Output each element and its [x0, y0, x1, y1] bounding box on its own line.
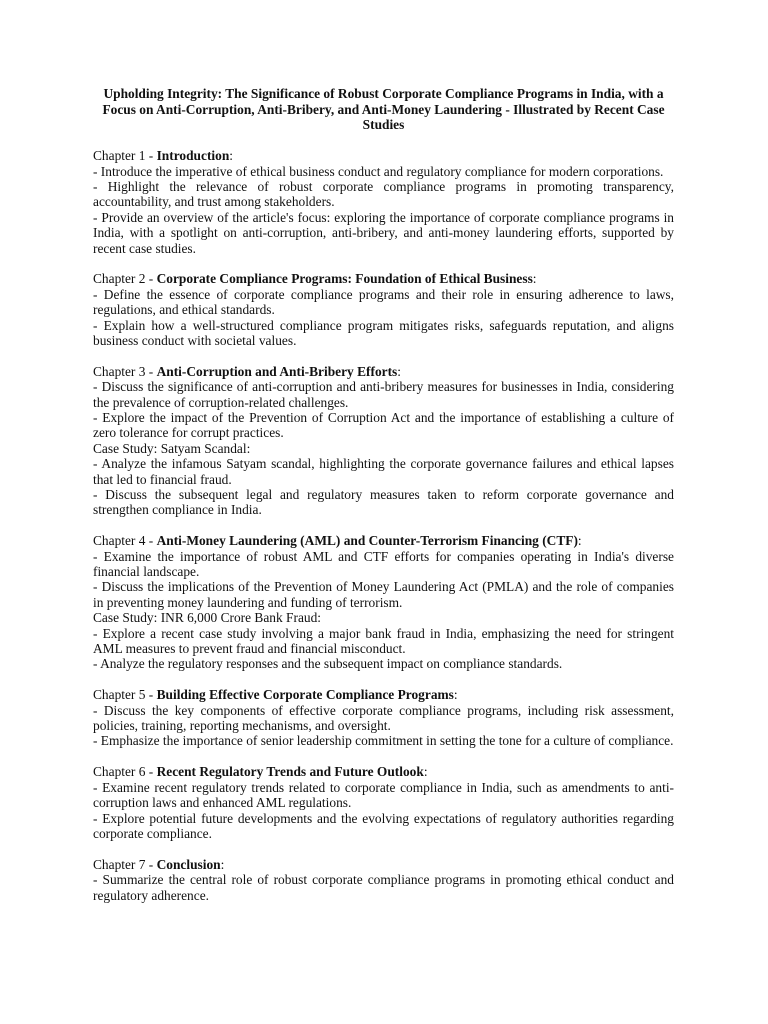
chapter-suffix: : — [423, 764, 428, 780]
chapter-prefix: Chapter 1 - — [93, 148, 157, 164]
chapter-7 — [93, 857, 674, 903]
bullet-item: - Analyze the infamous Satyam scandal, highlighting the corporate governance failures and ethical lapses that led to financial fraud. — [93, 456, 674, 487]
chapter-suffix: : — [532, 271, 537, 287]
chapter-name: Recent Regulatory Trends and Future Outlook — [156, 764, 424, 780]
bullet-item: - Explore potential future developments and the evolving expectations of regulatory authorities regarding corporate compliance. — [93, 810, 674, 841]
bullet-item: - Discuss the subsequent legal and regulatory measures taken to reform corporate governance and strengthen compliance in India. — [93, 487, 674, 518]
chapter-6 — [93, 764, 674, 841]
chapter-heading — [93, 687, 674, 702]
bullet-item: - Discuss the implications of the Prevention of Money Laundering Act (PMLA) and the role of companies in preventing money laundering and funding of terrorism. — [93, 579, 674, 610]
chapter-name: Corporate Compliance Programs: Foundation of Ethical Business — [156, 271, 533, 287]
chapter-suffix: : — [397, 363, 401, 379]
chapter-heading — [93, 857, 674, 872]
chapter-1 — [93, 148, 674, 256]
bullet-item: - Emphasize the importance of senior leadership commitment in setting the tone for a culture of compliance. — [93, 733, 674, 749]
chapter-heading — [93, 271, 674, 286]
bullet-item: - Discuss the significance of anti-corruption and anti-bribery measures for businesses in India, considering the prevalence of corruption-related challenges. — [93, 379, 674, 410]
chapter-3 — [93, 364, 674, 518]
chapter-name: Building Effective Corporate Compliance Programs — [156, 687, 454, 703]
bullet-item: - Explore a recent case study involving a major bank fraud in India, emphasizing the need for stringent AML measures to prevent fraud and financial misconduct. — [93, 625, 674, 657]
bullet-item: - Highlight the relevance of robust corporate compliance programs in promoting transparency, accountability, and trust among stakeholders. — [93, 178, 674, 210]
bullet-item: - Analyze the regulatory responses and the subsequent impact on compliance standards. — [93, 656, 563, 672]
chapter-name: Conclusion — [156, 856, 221, 872]
chapter-heading — [93, 364, 674, 379]
chapter-heading — [93, 533, 674, 548]
chapter-suffix: : — [229, 148, 234, 164]
case-study-label: Case Study: Satyam Scandal: — [93, 440, 251, 456]
chapter-prefix: Chapter 2 - — [93, 271, 157, 287]
chapter-2 — [93, 271, 674, 348]
chapter-suffix: : — [453, 687, 458, 703]
chapter-name: Anti-Money Laundering (AML) and Counter-Terrorism Financing (CTF) — [156, 533, 578, 549]
bullet-item: - Define the essence of corporate compliance programs and their role in ensuring adherence to laws, regulations, and ethical standards. — [93, 286, 674, 318]
bullet-item: - Examine the importance of robust AML and CTF efforts for companies operating in India's diverse financial landscape. — [93, 548, 674, 580]
case-study-label: Case Study: INR 6,000 Crore Bank Fraud: — [93, 610, 321, 626]
document-title: Upholding Integrity: The Significance of Robust Corporate Compliance Programs in India, with a Focus on Anti-Corruption, Anti-Bribery, and Anti-Money Laundering - Illustrated by Recent Case Studies — [102, 86, 665, 133]
chapter-heading — [93, 764, 674, 779]
chapter-heading — [93, 148, 674, 163]
document-page — [93, 86, 674, 918]
bullet-item: - Examine recent regulatory trends related to corporate compliance in India, such as amendments to anti-corruption laws and enhanced AML regulations. — [93, 779, 674, 811]
chapter-5 — [93, 687, 674, 749]
chapter-prefix: Chapter 4 - — [93, 533, 157, 549]
chapter-name: Introduction — [156, 148, 230, 164]
chapter-4 — [93, 533, 674, 672]
bullet-item: - Explain how a well-structured compliance program mitigates risks, safeguards reputation, and aligns business conduct with societal values. — [93, 317, 674, 348]
chapter-prefix: Chapter 6 - — [93, 764, 157, 780]
chapter-prefix: Chapter 3 - — [93, 363, 157, 379]
bullet-item: - Discuss the key components of effective corporate compliance programs, including risk assessment, policies, training, reporting mechanisms, and oversight. — [93, 702, 674, 734]
chapter-name: Anti-Corruption and Anti-Bribery Efforts — [156, 363, 398, 379]
chapter-prefix: Chapter 5 - — [93, 687, 157, 703]
chapter-prefix: Chapter 7 - — [93, 856, 157, 872]
bullet-item: - Introduce the imperative of ethical business conduct and regulatory compliance for modern corporations. — [93, 163, 664, 179]
bullet-item: - Summarize the central role of robust corporate compliance programs in promoting ethical conduct and regulatory adherence. — [93, 872, 674, 903]
bullet-item: - Explore the impact of the Prevention of Corruption Act and the importance of establishing a culture of zero tolerance for corrupt practices. — [93, 409, 674, 441]
chapter-suffix: : — [577, 533, 582, 549]
chapter-suffix: : — [220, 856, 225, 872]
bullet-item: - Provide an overview of the article's focus: exploring the importance of corporate compliance programs in India, with a spotlight on anti-corruption, anti-bribery, and anti-money laundering efforts, supported by recent case studies. — [93, 209, 674, 256]
